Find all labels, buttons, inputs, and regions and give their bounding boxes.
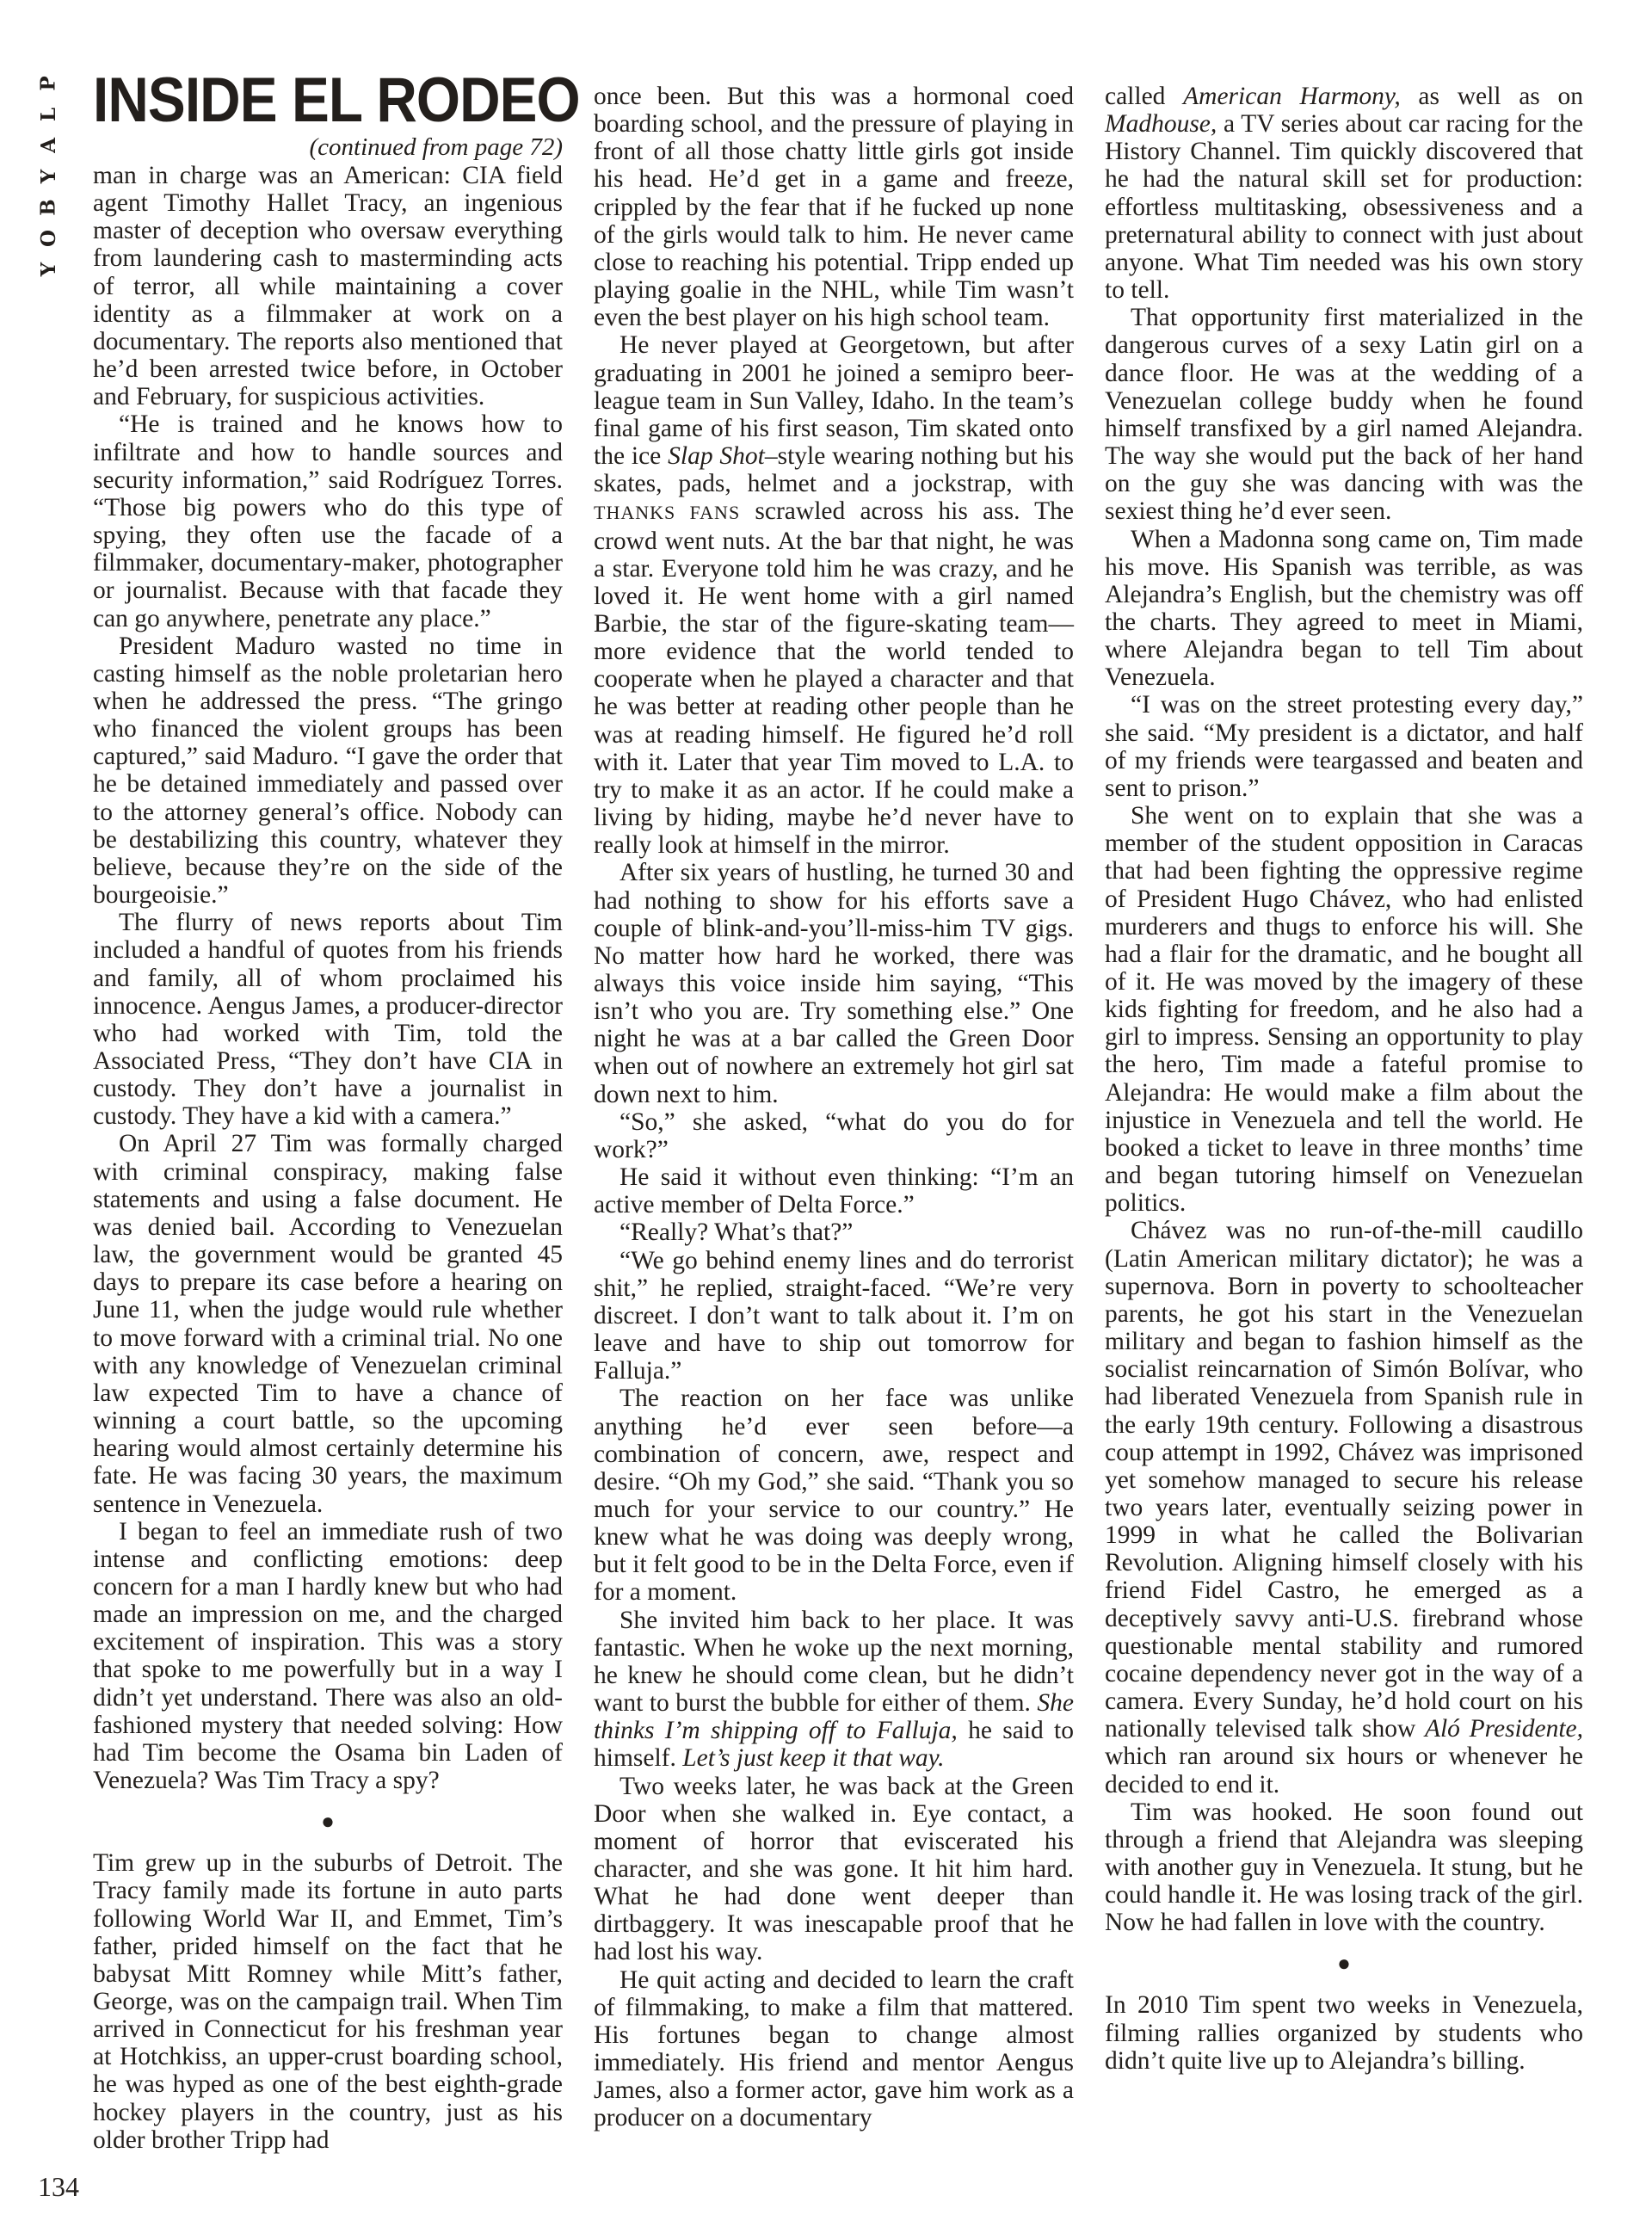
paragraph: “We go behind enemy lines and do terrorist shit,” he replied, straight-faced. “We’re very discreet. I don’t want to talk about it. I’m on leave and have to ship out tomorrow for Falluja.” — [594, 1246, 1074, 1385]
paragraph: On April 27 Tim was formally charged with criminal conspiracy, making false statements and using a false document. He was denied bail. According to Venezuelan law, the government would be granted 45 days to prepare its case before a hearing on June 11, when the judge would rule whether to move forward with a criminal trial. No one with any knowledge of Venezuelan criminal law expected Tim to have a chance of winning a court battle, so the upcoming hearing would almost certainly determine his fate. He was facing 30 years, the maximum sentence in Venezuela. — [93, 1130, 563, 1518]
italic-thought: She thinks I’m shipping off to Falluja, — [594, 1689, 1074, 1745]
masthead-letter: B — [36, 197, 60, 216]
section-break-bullet: ● — [1337, 1951, 1351, 1977]
paragraph: When a Madonna song came on, Tim made his move. His Spanish was terrible, as was Alejandra’s English, but the chemistry was off the charts. They agreed to meet in Miami, where Alejandra began to tell Tim about Venezuela. — [1105, 525, 1583, 692]
paragraph — [594, 331, 1074, 859]
section-break-bullet: ● — [321, 1809, 335, 1835]
paragraph — [1105, 83, 1583, 304]
paragraph: once been. But this was a hormonal coed boarding school, and the pressure of playing in front of all those chatty little girls got inside his head. He’d get in a game and freeze, crippled by the fear that if he fucked up none of the girls would talk to him. He never came close to reaching his potential. Tripp ended up playing goalie in the NHL, while Tim wasn’t even the best player on his high school team. — [594, 83, 1074, 332]
text-run: scrawled across his ass. The crowd went nuts. At the bar that night, he was a star. Everyone told him he was crazy, and he loved it. He went home with a girl named Barbie, the star of the figure-skating team—more evidence that the world tended to cooperate when he played a character and that he was better at reading other people than he was at reading himself. He figured he’d roll with it. Later that year Tim moved to L.A. to try to make it as an actor. If he could make a living by hiding, maybe he’d never have to really look at himself in the mirror. — [594, 497, 1074, 860]
masthead-vertical — [38, 67, 60, 284]
paragraph: She went on to explain that she was a member of the student opposition in Caracas that had been fighting the oppressive regime of President Hugo Chávez, who had enlisted murderers and thugs to enforce his will. She had a flair for the dramatic, and he bought all of it. He was moved by the imagery of these kids fighting for freedom, and he also had a girl to impress. Sensing an opportunity to play the hero, Tim made a fateful promise to Alejandra: He would make a film about the injustice in Venezuela and tell the world. He booked a ticket to leave in three months’ time and began tutoring himself on Venezuelan politics. — [1105, 802, 1583, 1218]
masthead-letter: O — [36, 227, 60, 248]
paragraph: “He is trained and he knows how to infiltrate and how to handle sources and security information,” said Rodríguez Torres. “Those big powers who do this type of spying, they often use the facade of a filmmaker, documentary-maker, photographer or journalist. Because with that facade they can go anywhere, penetrate any place.” — [93, 410, 563, 632]
paragraph: Tim was hooked. He soon found out through a friend that Alejandra was sleeping with another guy in Venezuela. It stung, but he could handle it. He was losing track of the girl. Now he had fallen in love with the country. — [1105, 1798, 1583, 1937]
text-run: he said to himself. — [594, 1717, 1074, 1773]
column-3 — [1105, 83, 1583, 2075]
text-run: He never played at Georgetown, but after graduating in 2001 he joined a semipro beer-league team in Sun Valley, Idaho. In the team’s final game of his first season, Tim skated onto the ice — [594, 331, 1074, 471]
paragraph: In 2010 Tim spent two weeks in Venezuela, filming rallies organized by students who didn’t quite live up to Alejandra’s billing. — [1105, 1991, 1583, 2075]
text-run: –style wearing nothing but his skates, pads, helmet and a jockstrap, with — [594, 442, 1074, 498]
paragraph: After six years of hustling, he turned 30 and had nothing to show for his efforts save a couple of blink-and-you’ll-miss-him TV gigs. No matter how hard he worked, there was always this voice inside him saying, “This isn’t who you are. Try something else.” One night he was at a bar called the Green Door when out of nowhere an extremely hot girl sat down next to him. — [594, 859, 1074, 1108]
paragraph — [1105, 1217, 1583, 1798]
column-1 — [93, 65, 580, 2154]
text-run: as well as on — [1400, 83, 1583, 110]
paragraph: “Really? What’s that?” — [620, 1218, 854, 1247]
masthead-letter: Y — [36, 260, 60, 277]
small-caps-text: THANKS FANS — [594, 502, 741, 524]
paragraph: man in charge was an American: CIA field agent Timothy Hallet Tracy, an ingenious master of deception who oversaw everything from laundering cash to masterminding acts of terror, all while maintaining a cover identity as a filmmaker at work on a documentary. The reports also mentioned that he’d been arrested twice before, in October and February, for suspicious activities. — [93, 162, 563, 411]
masthead-letter: A — [36, 136, 60, 153]
paragraph: President Maduro wasted no time in casting himself as the noble proletarian hero when he addressed the press. “The gringo who financed the violent groups has been captured,” said Maduro. “I gave the order that he be detained immediately and passed over to the attorney general’s office. Nobody can be destabilizing this country, whatever they believe, because they’re on the side of the bourgeoisie.” — [93, 632, 563, 910]
tv-show-title: Aló Presidente, — [1424, 1715, 1584, 1743]
paragraph: Two weeks later, he was back at the Green Door when she walked in. Eye contact, a moment of horror that eviscerated his character, and she was gone. It hit him hard. What he had done went deeper than dirtbaggery. It was inescapable proof that he had lost his way. — [594, 1772, 1074, 1966]
paragraph: “I was on the street protesting every day,” she said. “My president is a dictator, and half of my friends were teargassed and beaten and sent to prison.” — [1105, 691, 1583, 802]
masthead-letter: L — [36, 105, 60, 122]
text-run: called — [1105, 83, 1184, 110]
text-run: She invited him back to her place. It was fantastic. When he woke up the next morning, he knew he should come clean, but he didn’t want to burst the bubble for either of them. — [594, 1606, 1074, 1718]
paragraph: The flurry of news reports about Tim included a handful of quotes from his friends and family, all of whom proclaimed his innocence. Aengus James, a producer-director who had worked with Tim, told the Associated Press, “They don’t have CIA in custody. They don’t have a journalist in custody. They have a kid with a camera.” — [93, 909, 563, 1131]
paragraph: That opportunity first materialized in the dangerous curves of a sexy Latin girl on a dance floor. He was at the wedding of a Venezuelan college buddy when he found himself transfixed by a girl named Alejandra. The way she would put the back of her hand on the guy she was dancing with was the sexiest thing he’d ever seen. — [1105, 304, 1583, 526]
headline: INSIDE EL RODEO — [93, 65, 580, 135]
text-run: a TV series about car racing for the History Channel. Tim quickly discovered that he had the natural skill set for production: effortless multitasking, obsessiveness and a preternatural ability to connect with just about anyone. What Tim needed was his own story to tell. — [1105, 110, 1583, 305]
text-run: Chávez was no run-of-the-mill caudillo (Latin American military dictator); he was a supernova. Born in poverty to schoolteacher parents, he got his start in the Venezuelan military and began to fashion himself as the socialist reincarnation of Simón Bolívar, who had liberated Venezuela from Spanish rule in the early 19th century. Following a disastrous coup attempt in 1992, Chávez was imprisoned yet somehow managed to secure his release two years later, eventually seizing power in 1999 in what he called the Bolivarian Revolution. Aligning himself closely with his friend Fidel Castro, he emerged as a deceptively savvy anti-U.S. firebrand whose questionable mental stability and rumored cocaine dependency never got in the way of a camera. Every Sunday, he’d hold court on his nationally televised talk show — [1105, 1217, 1583, 1743]
film-title: American Harmony, — [1183, 83, 1401, 110]
italic-thought: Let’s just keep it that way. — [682, 1744, 945, 1773]
paragraph: He quit acting and decided to learn the craft of filmmaking, to make a film that mattered. His fortunes began to change almost immediately. His friend and mentor Aengus James, also a former actor, gave him work as a producer on a documentary — [594, 1965, 1074, 2132]
masthead-letter: P — [36, 74, 60, 91]
column-2 — [594, 83, 1074, 2132]
paragraph: He said it without even thinking: “I’m an active member of Delta Force.” — [594, 1163, 1074, 1219]
page-number: 134 — [38, 2171, 79, 2202]
continuation-note: (continued from page 72) — [309, 133, 563, 161]
paragraph: I began to feel an immediate rush of two intense and conflicting emotions: deep concern for a man I hardly knew but who had made an impression on me, and the charged excitement of inspiration. This was a story that spoke to me powerfully but in a way I didn’t yet understand. There was also an old-fashioned mystery that needed solving: How had Tim become the Osama bin Laden of Venezuela? Was Tim Tracy a spy? — [93, 1517, 563, 1795]
paragraph: The reaction on her face was unlike anything he’d ever seen before—a combination of concern, awe, respect and desire. “Oh my God,” she said. “Thank you so much for your service to our country.” He knew what he was doing was deeply wrong, but it felt good to be in the Delta Force, even if for a moment. — [594, 1385, 1074, 1607]
paragraph — [594, 1607, 1074, 1773]
tv-series-title: Madhouse, — [1105, 110, 1217, 139]
masthead-letter: Y — [36, 167, 60, 184]
paragraph: “So,” she asked, “what do you do for work?” — [594, 1107, 1074, 1163]
text-run: which ran around six hours or whenever he decided to end it. — [1105, 1743, 1583, 1798]
paragraph: Tim grew up in the suburbs of Detroit. The Tracy family made its fortune in auto parts following World War II, and Emmet, Tim’s father, prided himself on the fact that he babysat Mitt Romney while Mitt’s father, George, was on the campaign trail. When Tim arrived in Connecticut for his freshman year at Hotchkiss, an upper-crust boarding school, he was hyped as one of the best eighth-grade hockey players in the country, just as his older brother Tripp had — [93, 1849, 563, 2154]
film-title: Slap Shot — [668, 442, 765, 471]
